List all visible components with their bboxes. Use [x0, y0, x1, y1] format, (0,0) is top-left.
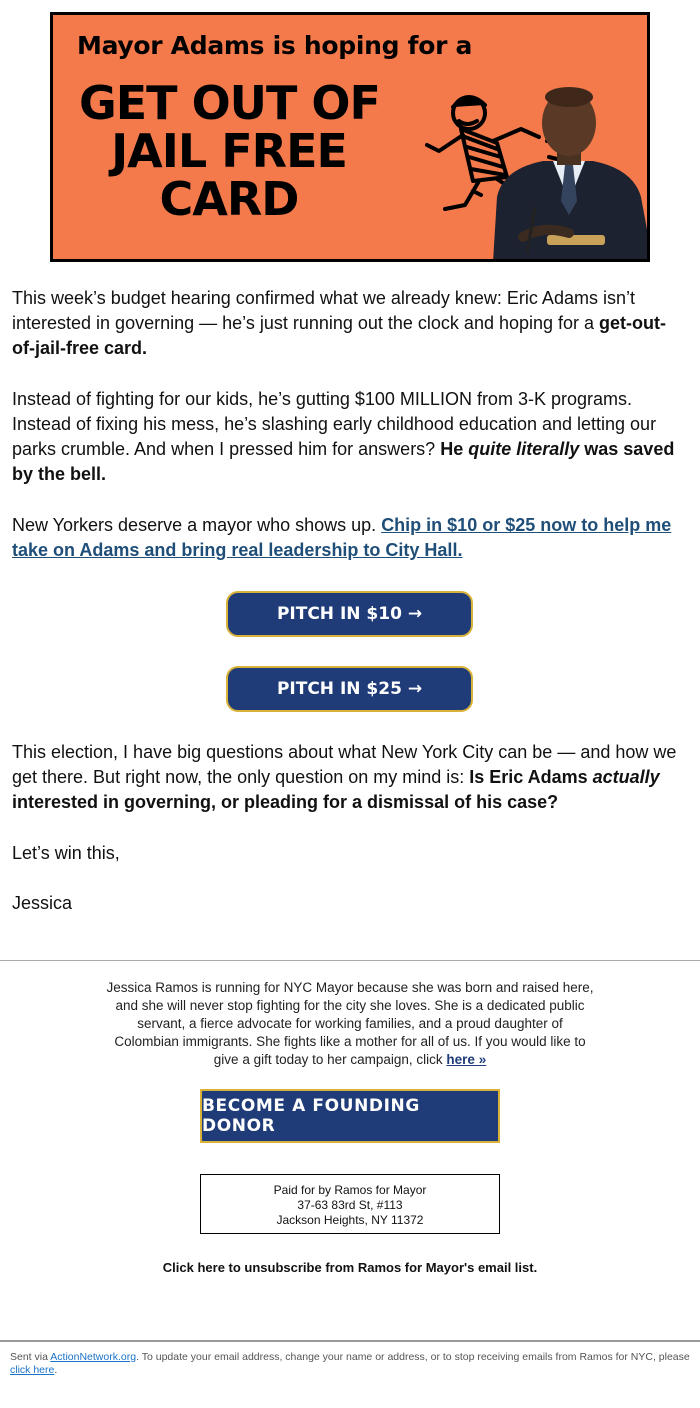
paragraph-intro: This week’s budget hearing confirmed what we already knew: Eric Adams isn’t interested in governing — he’s just running out the clock and hoping for a get-out-of-jail-free card.: [12, 288, 667, 358]
chip-in-link[interactable]: Chip in $10 or $25 now to help me take on Adams and bring real leadership to City Hall.: [12, 515, 672, 560]
paid-for-disclaimer: [200, 1174, 500, 1234]
bold-phrase: Is Eric Adams actually interested in governing, or pleading for a dismissal of his case?: [12, 767, 660, 812]
footer-divider: [0, 960, 700, 961]
manage-subscription-link[interactable]: click here: [10, 1364, 55, 1376]
banner-big-line: CARD: [159, 172, 299, 226]
signoff: Let’s win this,: [12, 843, 120, 863]
give-here-link[interactable]: here »: [446, 1052, 487, 1067]
disclaimer-line: Paid for by Ramos for Mayor: [273, 1183, 427, 1197]
paragraph-election: This election, I have big questions about what New York City can be — and how we get there. But right now, the only question on my mind is: Is Eric Adams actually interested in governing, or pleading for a dismissal of his case?: [12, 742, 677, 812]
hero-banner: [50, 12, 650, 262]
disclaimer-line: Jackson Heights, NY 11372: [276, 1213, 424, 1227]
disclaimer-line: 37-63 83rd St, #113: [297, 1198, 403, 1212]
mayor-photo: [483, 77, 650, 262]
pitch-in-10-button[interactable]: PITCH IN $10 →: [226, 591, 473, 637]
bold-phrase: He quite literally was saved by the bell.: [12, 439, 675, 484]
actionnetwork-link[interactable]: ActionNetwork.org: [50, 1351, 137, 1363]
bold-phrase: get-out-of-jail-free card.: [12, 313, 667, 358]
banner-headline: Mayor Adams is hoping for a: [77, 31, 473, 60]
sent-via-notice: Sent via ActionNetwork.org. To update your email address, change your name or address, or to stop receiving emails from Ramos for NYC, please click here.: [10, 1351, 690, 1376]
paragraph-budget: Instead of fighting for our kids, he’s gutting $100 MILLION from 3-K programs. Instead of fixing his mess, he’s slashing early childhood education and letting our parks crumble. And when I pressed him for answers? He quite literally was saved by the bell.: [12, 389, 675, 484]
banner-big-line: GET OUT OF: [79, 76, 380, 130]
founding-donor-button[interactable]: BECOME A FOUNDING DONOR: [200, 1089, 500, 1143]
pitch-in-25-button[interactable]: PITCH IN $25 →: [226, 666, 473, 712]
paragraph-appeal: New Yorkers deserve a mayor who shows up. Chip in $10 or $25 now to help me take on Adams and bring real leadership to City Hall.: [12, 515, 672, 560]
sent-via-divider: [0, 1340, 700, 1342]
unsubscribe-link[interactable]: Click here to unsubscribe from Ramos for Mayor's email list.: [162, 1260, 538, 1275]
banner-big-line: JAIL FREE: [111, 124, 347, 178]
banner-big-title: [79, 76, 380, 226]
signature: Jessica: [12, 893, 73, 913]
candidate-bio: Jessica Ramos is running for NYC Mayor because she was born and raised here, and she will never stop fighting for the city she loves. She is a dedicated public servant, a fierce advocate for working families, and a proud daughter of Colombian immigrants. She fights like a mother for all of us. If you would like to give a gift today to her campaign, click here »: [106, 980, 594, 1067]
